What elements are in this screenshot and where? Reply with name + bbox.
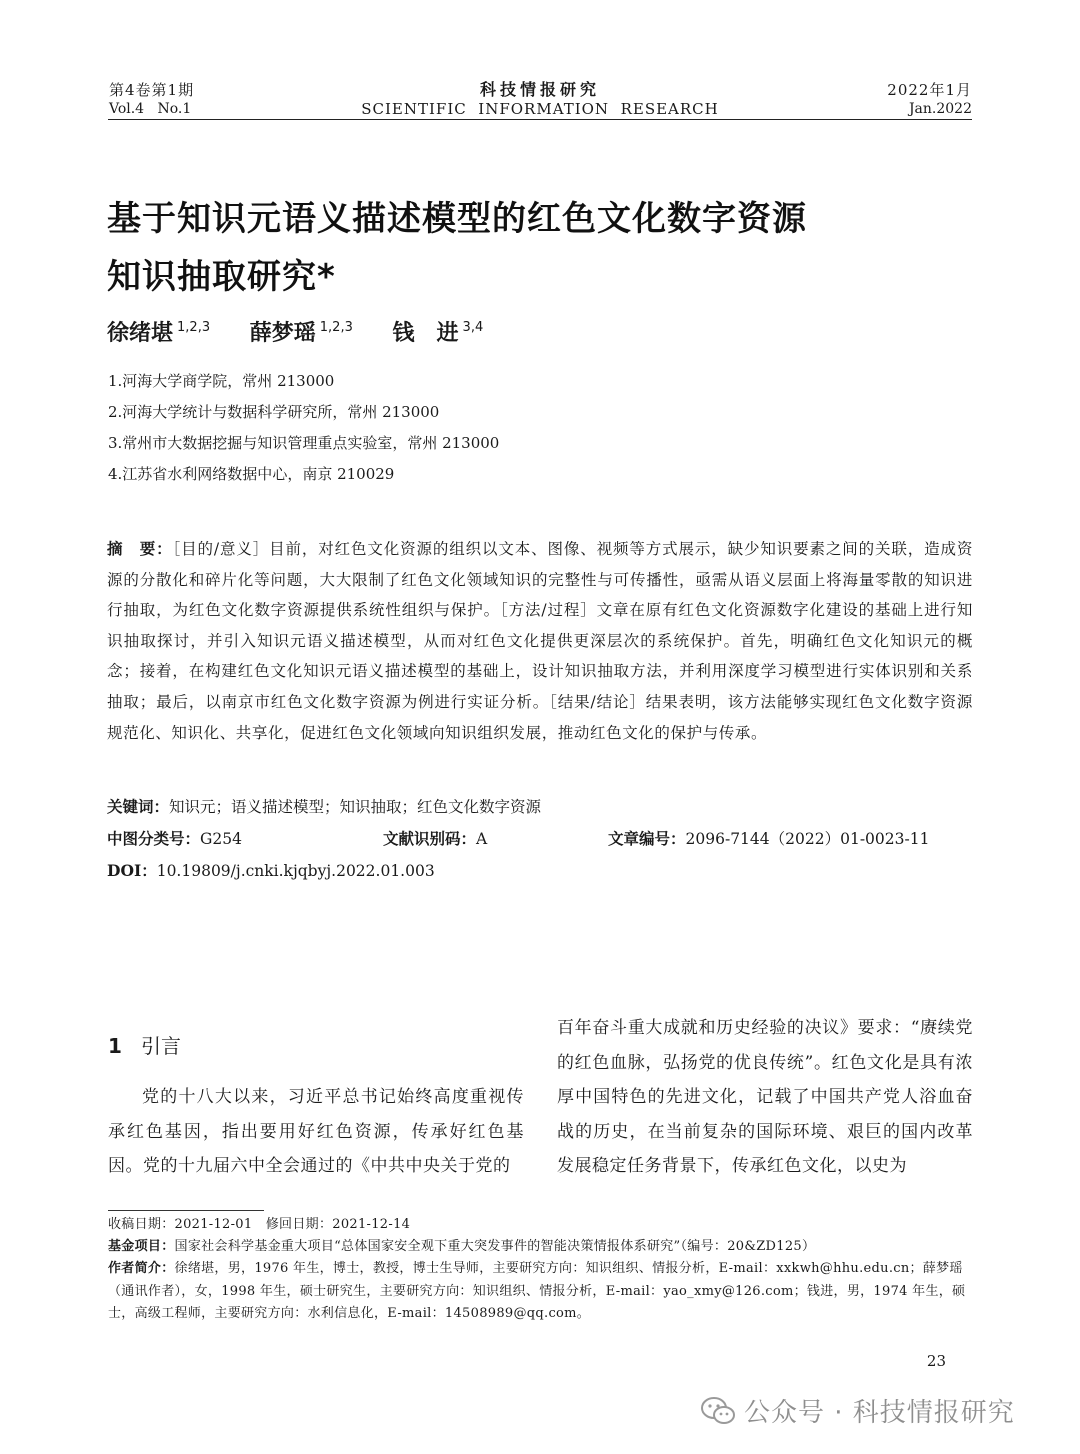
affiliation: 3.常州市大数据挖掘与知识管理重点实验室，常州 213000	[108, 434, 500, 452]
keywords-value: 知识元；语义描述模型；知识抽取；红色文化数字资源	[169, 798, 542, 816]
keywords-label: 关键词：	[107, 798, 170, 816]
article-number-value: 2096-7144（2022）01-0023-11	[685, 830, 930, 848]
author	[107, 316, 210, 347]
body-column-left: 党的十八大以来，习近平总书记始终高度重视传承红色基因，指出要用好红色资源，传承好红色基因。党的十九届六中全会通过的《中共中央关于党的	[108, 1087, 524, 1176]
author	[250, 316, 353, 347]
paper-title	[107, 190, 977, 306]
footnote-fund	[108, 1236, 974, 1259]
fund-label: 基金项目：	[108, 1239, 175, 1254]
issue-en: Vol.4 No.1	[109, 101, 192, 117]
author-name: 钱 进	[392, 321, 459, 346]
author-affil: 1,2,3	[319, 320, 353, 335]
affiliation: 1.河海大学商学院，常州 213000	[108, 372, 335, 390]
author-affil: 1,2,3	[177, 320, 211, 335]
page-number: 23	[926, 1352, 946, 1370]
title-line-1: 基于知识元语义描述模型的红色文化数字资源	[107, 199, 807, 239]
fund-text: 国家社会科学基金重大项目“总体国家安全观下重大突发事件的智能决策情报体系研究”（编号：20&ZD125）	[174, 1239, 816, 1254]
doi-label: DOI：	[107, 861, 157, 880]
clc-value: G254	[200, 830, 242, 848]
footnote-rule	[108, 1210, 264, 1211]
abstract-text: ［目的/意义］目前，对红色文化资源的组织以文本、图像、视频等方式展示，缺少知识要素之间的关联，造成资源的分散化和碎片化等问题，大大限制了红色文化领域知识的完整性与可传播性，亟需从语义层面上将海量零散的知识进行抽取，为红色文化数字资源提供系统性组织与保护。［方法/过程］文章在原有红色文化资源数字化建设的基础上进行知识抽取探讨，并引入知识元语义描述模型，从而对红色文化提供更深层次的系统保护。首先，明确红色文化知识元的概念；接着，在构建红色文化知识元语义描述模型的基础上，设计知识抽取方法，并利用深度学习模型进行实体识别和关系抽取；最后，以南京市红色文化数字资源为例进行实证分析。［结果/结论］结果表明，该方法能够实现红色文化数字资源规范化、知识化、共享化，促进红色文化领域向知识组织发展，推动红色文化的保护与传承。	[107, 540, 973, 742]
date-en: Jan.2022	[908, 101, 972, 117]
watermark-text: 公众号 · 科技情报研究	[744, 1398, 1015, 1428]
article-number	[608, 827, 929, 849]
author	[393, 316, 484, 347]
document-code	[383, 827, 487, 849]
abstract	[107, 534, 973, 748]
keywords	[107, 795, 541, 817]
article-number-label: 文章编号：	[608, 830, 686, 848]
author-affil: 3,4	[462, 320, 484, 335]
abstract-label: 摘 要：	[107, 540, 173, 558]
author-bio-text: 徐绪堪，男，1976 年生，博士，教授，博士生导师，主要研究方向：知识组织、情报分析，E-mail：xxkwh@hhu.edu.cn；薛梦瑶（通讯作者），女，1998 年生，硕士研究生，主要研究方向：知识组织、情报分析，E-mail：yao_xmy@126.com；钱进，男，1974 年生，硕士，高级工程师，主要研究方向：水利信息化，E-mail：14508989@qq.com。	[108, 1261, 966, 1321]
author-bio-label: 作者简介：	[108, 1261, 175, 1276]
journal-title-en: SCIENTIFIC INFORMATION RESEARCH	[361, 100, 719, 118]
section-heading	[108, 1030, 181, 1059]
clc-label: 中图分类号：	[107, 830, 201, 848]
watermark	[700, 1392, 1015, 1429]
clc-number	[107, 827, 242, 849]
author-list	[107, 316, 515, 347]
author-name: 徐绪堪	[107, 321, 174, 346]
author-name: 薛梦瑶	[249, 321, 316, 346]
section-number: 1	[108, 1034, 122, 1058]
doi	[107, 859, 435, 881]
affiliation: 4.江苏省水利网络数据中心，南京 210029	[108, 465, 395, 483]
header-rule	[108, 119, 972, 120]
affiliation: 2.河海大学统计与数据科学研究所，常州 213000	[108, 403, 440, 421]
doi-value: 10.19809/j.cnki.kjqbyj.2022.01.003	[156, 862, 435, 880]
footnote-author	[108, 1258, 974, 1326]
footnote-dates: 收稿日期：2021-12-01 修回日期：2021-12-14	[108, 1217, 411, 1232]
date-cn: 2022年1月	[887, 81, 972, 99]
section-title: 引言	[141, 1034, 181, 1058]
doc-code-label: 文献识别码：	[383, 830, 477, 848]
doc-code-value: A	[476, 830, 488, 848]
body-column-right: 百年奋斗重大成就和历史经验的决议》要求：“赓续党的红色血脉，弘扬党的优良传统”。红色文化是具有浓厚中国特色的先进文化，记载了中国共产党人浴血奋战的历史，在当前复杂的国际环境、艰巨的国内改革发展稳定任务背景下，传承红色文化，以史为	[557, 1018, 973, 1176]
wechat-icon	[700, 1396, 736, 1426]
journal-title-cn: 科技情报研究	[479, 80, 600, 99]
title-line-2: 知识抽取研究*	[107, 257, 336, 297]
issue-cn: 第4卷第1期	[109, 81, 195, 99]
